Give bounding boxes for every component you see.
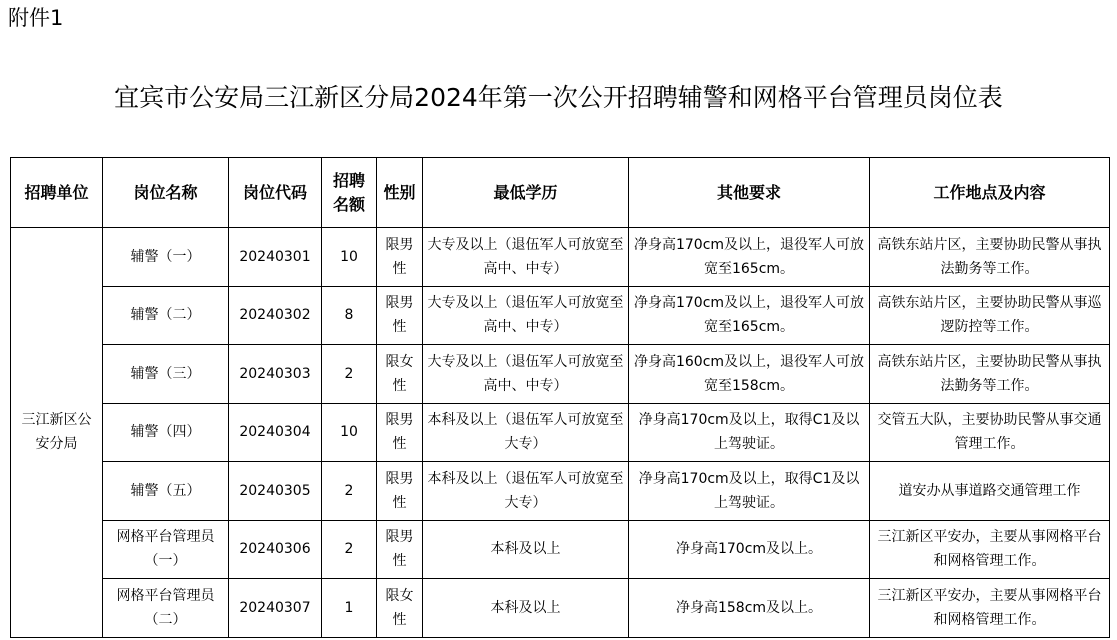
table-row (11, 286, 1110, 345)
gender: 限男性 (377, 286, 423, 345)
other-requirements: 净身高170cm及以上。 (629, 520, 870, 579)
position-code: 20240304 (229, 403, 322, 462)
header-other-requirements: 其他要求 (629, 158, 870, 228)
quota: 1 (322, 579, 377, 638)
location: 道安办从事道路交通管理工作 (870, 462, 1110, 521)
quota: 2 (322, 520, 377, 579)
education: 本科及以上 (423, 520, 629, 579)
other-requirements: 净身高170cm及以上，退役军人可放宽至165cm。 (629, 286, 870, 345)
positions-table (10, 157, 1110, 638)
other-requirements: 净身高170cm及以上，退役军人可放宽至165cm。 (629, 228, 870, 287)
position-name: 辅警（二） (103, 286, 229, 345)
location: 高铁东站片区，主要协助民警从事执法勤务等工作。 (870, 345, 1110, 404)
quota: 2 (322, 345, 377, 404)
education: 大专及以上（退伍军人可放宽至高中、中专） (423, 286, 629, 345)
position-code: 20240307 (229, 579, 322, 638)
other-requirements: 净身高170cm及以上，取得C1及以上驾驶证。 (629, 462, 870, 521)
table-row (11, 520, 1110, 579)
header-education: 最低学历 (423, 158, 629, 228)
header-location: 工作地点及内容 (870, 158, 1110, 228)
other-requirements: 净身高158cm及以上。 (629, 579, 870, 638)
header-position-name: 岗位名称 (103, 158, 229, 228)
gender: 限男性 (377, 403, 423, 462)
gender: 限女性 (377, 345, 423, 404)
page-title: 宜宾市公安局三江新区分局2024年第一次公开招聘辅警和网格平台管理员岗位表 (114, 83, 1003, 112)
position-code: 20240303 (229, 345, 322, 404)
table-row (11, 403, 1110, 462)
location: 交管五大队，主要协助民警从事交通管理工作。 (870, 403, 1110, 462)
gender: 限女性 (377, 579, 423, 638)
location: 三江新区平安办，主要从事网格平台和网格管理工作。 (870, 579, 1110, 638)
position-name: 网格平台管理员（一） (103, 520, 229, 579)
attachment-label: 附件1 (8, 6, 64, 30)
position-code: 20240305 (229, 462, 322, 521)
quota: 8 (322, 286, 377, 345)
table-row (11, 345, 1110, 404)
gender: 限男性 (377, 462, 423, 521)
quota: 10 (322, 403, 377, 462)
header-gender: 性别 (377, 158, 423, 228)
position-name: 辅警（四） (103, 403, 229, 462)
header-quota: 招聘名额 (322, 158, 377, 228)
table-row (11, 579, 1110, 638)
quota: 2 (322, 462, 377, 521)
position-code: 20240301 (229, 228, 322, 287)
header-row (11, 158, 1110, 228)
location: 三江新区平安办，主要从事网格平台和网格管理工作。 (870, 520, 1110, 579)
quota: 10 (322, 228, 377, 287)
position-name: 辅警（一） (103, 228, 229, 287)
position-name: 辅警（三） (103, 345, 229, 404)
header-position-code: 岗位代码 (229, 158, 322, 228)
table-row (11, 462, 1110, 521)
gender: 限男性 (377, 520, 423, 579)
position-code: 20240306 (229, 520, 322, 579)
unit-cell: 三江新区公安分局 (11, 228, 103, 638)
gender: 限男性 (377, 228, 423, 287)
location: 高铁东站片区，主要协助民警从事巡逻防控等工作。 (870, 286, 1110, 345)
table-row (11, 228, 1110, 287)
position-name: 网格平台管理员（二） (103, 579, 229, 638)
other-requirements: 净身高160cm及以上，退役军人可放宽至158cm。 (629, 345, 870, 404)
education: 本科及以上（退伍军人可放宽至大专） (423, 462, 629, 521)
other-requirements: 净身高170cm及以上，取得C1及以上驾驶证。 (629, 403, 870, 462)
position-code: 20240302 (229, 286, 322, 345)
education: 本科及以上（退伍军人可放宽至大专） (423, 403, 629, 462)
header-unit: 招聘单位 (11, 158, 103, 228)
education: 大专及以上（退伍军人可放宽至高中、中专） (423, 228, 629, 287)
education: 本科及以上 (423, 579, 629, 638)
location: 高铁东站片区，主要协助民警从事执法勤务等工作。 (870, 228, 1110, 287)
education: 大专及以上（退伍军人可放宽至高中、中专） (423, 345, 629, 404)
position-name: 辅警（五） (103, 462, 229, 521)
